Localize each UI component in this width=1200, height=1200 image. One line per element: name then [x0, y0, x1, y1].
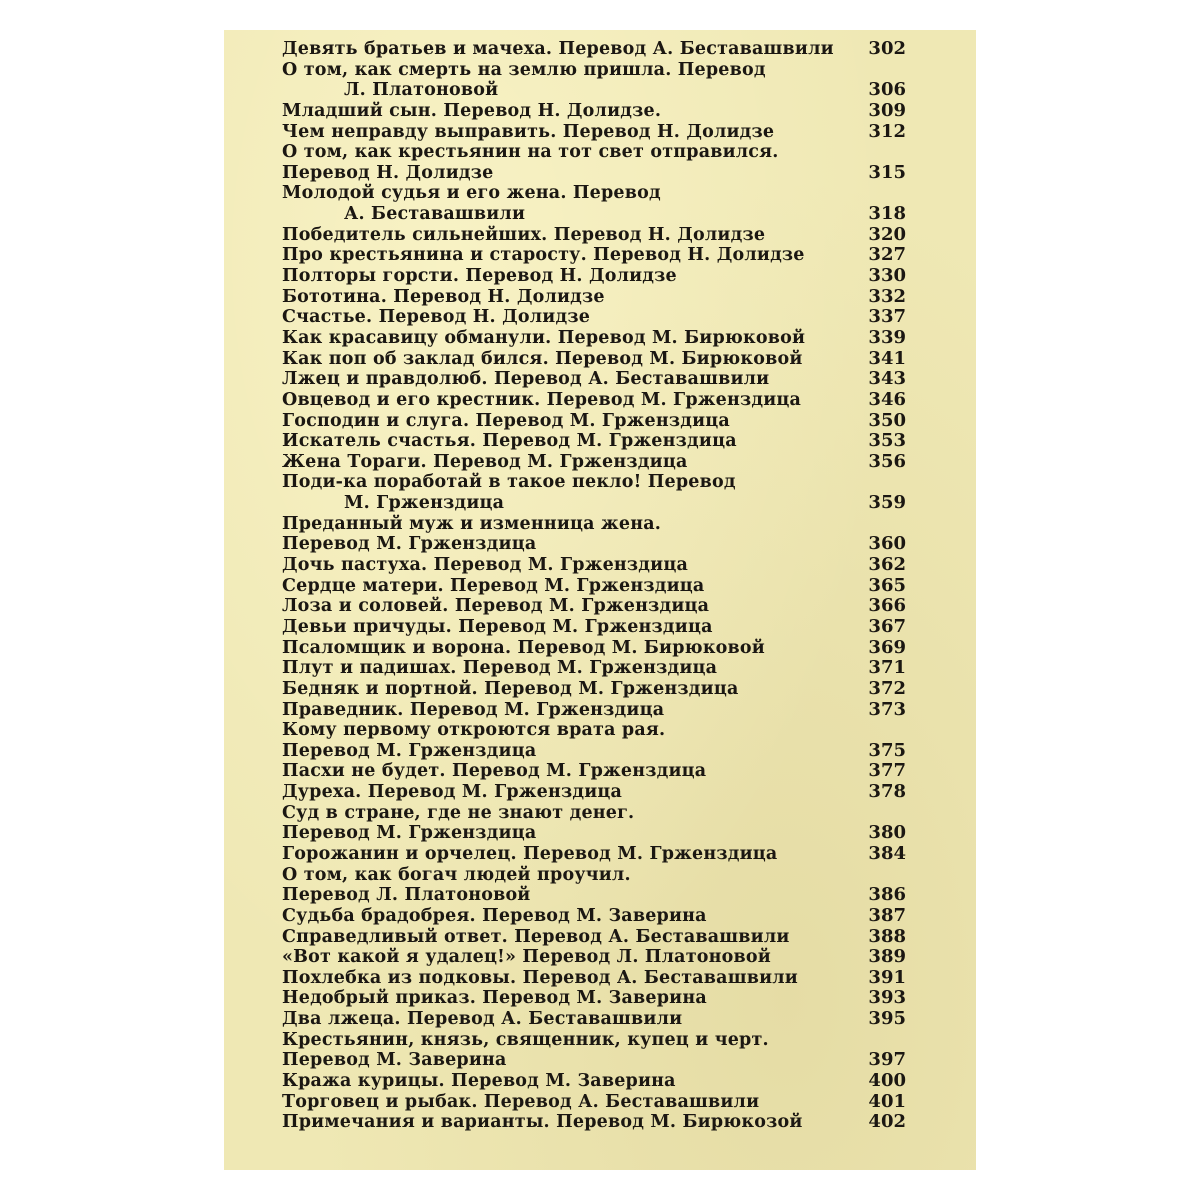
toc-entry-title: Девять братьев и мачеха. Перевод А. Беставашвили	[282, 39, 834, 59]
toc-entry	[282, 617, 906, 638]
toc-entry-page-number: 395	[868, 1008, 906, 1030]
toc-entry	[282, 225, 906, 246]
toc-entry-page-number: 389	[868, 946, 906, 968]
toc-entry-page-number: 380	[868, 822, 906, 844]
book-page	[224, 30, 976, 1170]
toc-entry-title: Справедливый ответ. Перевод А. Беставашвили	[282, 926, 790, 947]
toc-entry-title: Полторы горсти. Перевод Н. Долидзе	[282, 266, 677, 287]
table-of-contents	[282, 39, 906, 1133]
toc-entry	[282, 122, 906, 143]
toc-entry-title: Лжец и правдолюб. Перевод А. Беставашвили	[282, 369, 770, 390]
toc-entry	[282, 906, 906, 927]
toc-entry	[282, 555, 906, 576]
toc-entry-page-number: 339	[868, 326, 906, 348]
toc-entry	[282, 493, 906, 514]
toc-entry-title: Молодой судья и его жена. Перевод	[282, 183, 661, 204]
toc-entry-page-number: 377	[868, 760, 906, 782]
toc-entry-page-number: 402	[868, 1111, 906, 1133]
toc-entry-page-number: 327	[868, 244, 906, 266]
toc-entry	[282, 1009, 906, 1030]
toc-entry	[282, 1092, 906, 1113]
toc-entry-title: Бедняк и портной. Перевод М. Грженздица	[282, 678, 739, 699]
toc-entry	[282, 865, 906, 886]
toc-entry-page-number: 387	[868, 904, 906, 926]
toc-entry	[282, 60, 906, 81]
toc-entry-title: Сердце матери. Перевод М. Грженздица	[282, 575, 705, 596]
toc-entry-title: Горожанин и орчелец. Перевод М. Грженздица	[282, 843, 778, 864]
toc-entry-title: Преданный муж и изменница жена.	[282, 513, 662, 534]
toc-entry	[282, 658, 906, 679]
toc-entry	[282, 431, 906, 452]
toc-entry-title: Перевод М. Грженздица	[282, 740, 537, 761]
toc-entry-title: М. Грженздица	[344, 493, 505, 514]
toc-entry-page-number: 350	[868, 409, 906, 431]
toc-entry-page-number: 386	[868, 884, 906, 906]
toc-entry-page-number: 302	[868, 38, 906, 59]
toc-entry-title: Похлебка из подковы. Перевод А. Беставашвили	[282, 967, 798, 988]
toc-entry-title: Поди-ка поработай в такое пекло! Перевод	[282, 472, 736, 493]
toc-entry-page-number: 362	[868, 554, 906, 576]
toc-entry-title: Судьба брадобрея. Перевод М. Заверина	[282, 905, 707, 926]
toc-entry-title: Девьи причуды. Перевод М. Грженздица	[282, 616, 713, 637]
toc-entry	[282, 803, 906, 824]
toc-entry-title: Как красавицу обманули. Перевод М. Бирюковой	[282, 327, 806, 348]
toc-entry	[282, 576, 906, 597]
toc-entry	[282, 761, 906, 782]
toc-entry-title: Кому первому откроются врата рая.	[282, 720, 666, 741]
toc-entry-page-number: 353	[868, 430, 906, 452]
toc-entry-title: О том, как богач людей проучил.	[282, 864, 631, 885]
toc-entry-page-number: 306	[868, 79, 906, 101]
toc-entry-title: Плут и падишах. Перевод М. Грженздица	[282, 658, 718, 679]
toc-entry-title: Пасхи не будет. Перевод М. Грженздица	[282, 761, 707, 782]
toc-entry	[282, 1071, 906, 1092]
toc-entry	[282, 927, 906, 948]
toc-entry	[282, 1112, 906, 1133]
toc-entry-title: Лоза и соловей. Перевод М. Грженздица	[282, 596, 710, 617]
toc-entry-page-number: 384	[868, 842, 906, 864]
toc-entry-page-number: 312	[868, 120, 906, 142]
toc-entry-title: Л. Платоновой	[344, 80, 499, 101]
toc-entry	[282, 369, 906, 390]
toc-entry-page-number: 320	[868, 223, 906, 245]
toc-entry	[282, 885, 906, 906]
toc-entry	[282, 142, 906, 163]
toc-entry-page-number: 365	[868, 574, 906, 596]
toc-entry	[282, 638, 906, 659]
toc-entry-page-number: 346	[868, 388, 906, 410]
toc-entry-title: Недобрый приказ. Перевод М. Заверина	[282, 988, 707, 1009]
toc-entry-title: Бототина. Перевод Н. Долидзе	[282, 286, 605, 307]
toc-entry	[282, 245, 906, 266]
toc-entry-title: Перевод Н. Долидзе	[282, 162, 494, 183]
toc-entry-page-number: 401	[868, 1090, 906, 1112]
toc-entry-page-number: 318	[868, 203, 906, 225]
toc-entry-title: Крестьянин, князь, священник, купец и черт.	[282, 1029, 769, 1050]
toc-entry-page-number: 356	[868, 450, 906, 472]
toc-entry	[282, 287, 906, 308]
toc-entry-title: Дочь пастуха. Перевод М. Грженздица	[282, 555, 689, 576]
toc-entry-title: Праведник. Перевод М. Грженздица	[282, 699, 665, 720]
toc-entry-title: О том, как крестьянин на тот свет отправился.	[282, 142, 779, 163]
toc-entry-page-number: 372	[868, 677, 906, 699]
toc-entry-page-number: 388	[868, 925, 906, 947]
toc-entry-page-number: 360	[868, 533, 906, 555]
toc-entry-page-number: 337	[868, 306, 906, 328]
toc-entry	[282, 328, 906, 349]
toc-entry-page-number: 330	[868, 265, 906, 287]
toc-entry	[282, 823, 906, 844]
toc-entry	[282, 411, 906, 432]
toc-entry	[282, 1030, 906, 1051]
toc-entry-page-number: 369	[868, 636, 906, 658]
toc-entry	[282, 679, 906, 700]
toc-entry-page-number: 371	[868, 657, 906, 679]
toc-entry-title: Псаломщик и ворона. Перевод М. Бирюковой	[282, 637, 765, 658]
toc-entry-page-number: 391	[868, 966, 906, 988]
toc-entry-title: Младший сын. Перевод Н. Долидзе.	[282, 100, 662, 121]
toc-entry-title: Торговец и рыбак. Перевод А. Беставашвили	[282, 1091, 760, 1112]
toc-entry-page-number: 393	[868, 987, 906, 1009]
toc-entry-title: Счастье. Перевод Н. Долидзе	[282, 307, 591, 328]
toc-entry	[282, 596, 906, 617]
toc-entry-title: Как поп об заклад бился. Перевод М. Бирюковой	[282, 348, 803, 369]
toc-entry	[282, 101, 906, 122]
toc-entry-title: О том, как смерть на землю пришла. Перевод	[282, 59, 766, 80]
toc-entry-title: Перевод М. Грженздица	[282, 534, 537, 555]
toc-entry	[282, 844, 906, 865]
toc-entry-title: Примечания и варианты. Перевод М. Бирюкозой	[282, 1112, 803, 1133]
toc-entry	[282, 349, 906, 370]
toc-entry-page-number: 332	[868, 285, 906, 307]
toc-entry	[282, 307, 906, 328]
toc-entry-title: Про крестьянина и старосту. Перевод Н. Долидзе	[282, 245, 805, 266]
toc-entry	[282, 968, 906, 989]
toc-entry	[282, 390, 906, 411]
toc-entry-title: Перевод М. Заверина	[282, 1050, 507, 1071]
toc-entry-title: Чем неправду выправить. Перевод Н. Долидзе	[282, 121, 775, 142]
toc-entry-page-number: 367	[868, 615, 906, 637]
toc-entry-title: Овцевод и его крестник. Перевод М. Грженздица	[282, 389, 802, 410]
toc-entry-page-number: 378	[868, 781, 906, 803]
toc-entry	[282, 183, 906, 204]
toc-entry-title: Два лжеца. Перевод А. Беставашвили	[282, 1009, 683, 1030]
toc-entry-page-number: 373	[868, 698, 906, 720]
toc-entry	[282, 741, 906, 762]
toc-entry-title: «Вот какой я удалец!» Перевод Л. Платоновой	[282, 947, 771, 968]
toc-entry	[282, 452, 906, 473]
toc-entry-title: Дуреха. Перевод М. Грженздица	[282, 782, 623, 803]
toc-entry-title: Кража курицы. Перевод М. Заверина	[282, 1071, 676, 1092]
toc-entry-title: А. Беставашвили	[344, 204, 526, 225]
toc-entry-page-number: 341	[868, 347, 906, 369]
toc-entry	[282, 700, 906, 721]
toc-entry-title: Победитель сильнейших. Перевод Н. Долидзе	[282, 224, 766, 245]
toc-entry-page-number: 343	[868, 368, 906, 390]
toc-entry-page-number: 366	[868, 595, 906, 617]
toc-entry-title: Искатель счастья. Перевод М. Грженздица	[282, 431, 737, 452]
toc-entry	[282, 80, 906, 101]
toc-entry	[282, 947, 906, 968]
toc-entry	[282, 163, 906, 184]
toc-entry	[282, 782, 906, 803]
toc-entry-title: Перевод Л. Платоновой	[282, 885, 531, 906]
toc-entry	[282, 514, 906, 535]
toc-entry	[282, 720, 906, 741]
toc-entry-title: Суд в стране, где не знают денег.	[282, 802, 635, 823]
toc-entry	[282, 988, 906, 1009]
toc-entry-page-number: 359	[868, 492, 906, 514]
toc-entry	[282, 39, 906, 60]
toc-entry	[282, 1050, 906, 1071]
toc-entry-title: Господин и слуга. Перевод М. Грженздица	[282, 410, 730, 431]
toc-entry-page-number: 315	[868, 161, 906, 183]
toc-entry	[282, 204, 906, 225]
toc-entry	[282, 534, 906, 555]
toc-entry	[282, 472, 906, 493]
toc-entry-page-number: 375	[868, 739, 906, 761]
toc-entry-page-number: 309	[868, 99, 906, 121]
toc-entry-title: Перевод М. Грженздица	[282, 823, 537, 844]
toc-entry	[282, 266, 906, 287]
toc-entry-page-number: 400	[868, 1070, 906, 1092]
toc-entry-title: Жена Тораги. Перевод М. Грженздица	[282, 451, 688, 472]
toc-entry-page-number: 397	[868, 1049, 906, 1071]
